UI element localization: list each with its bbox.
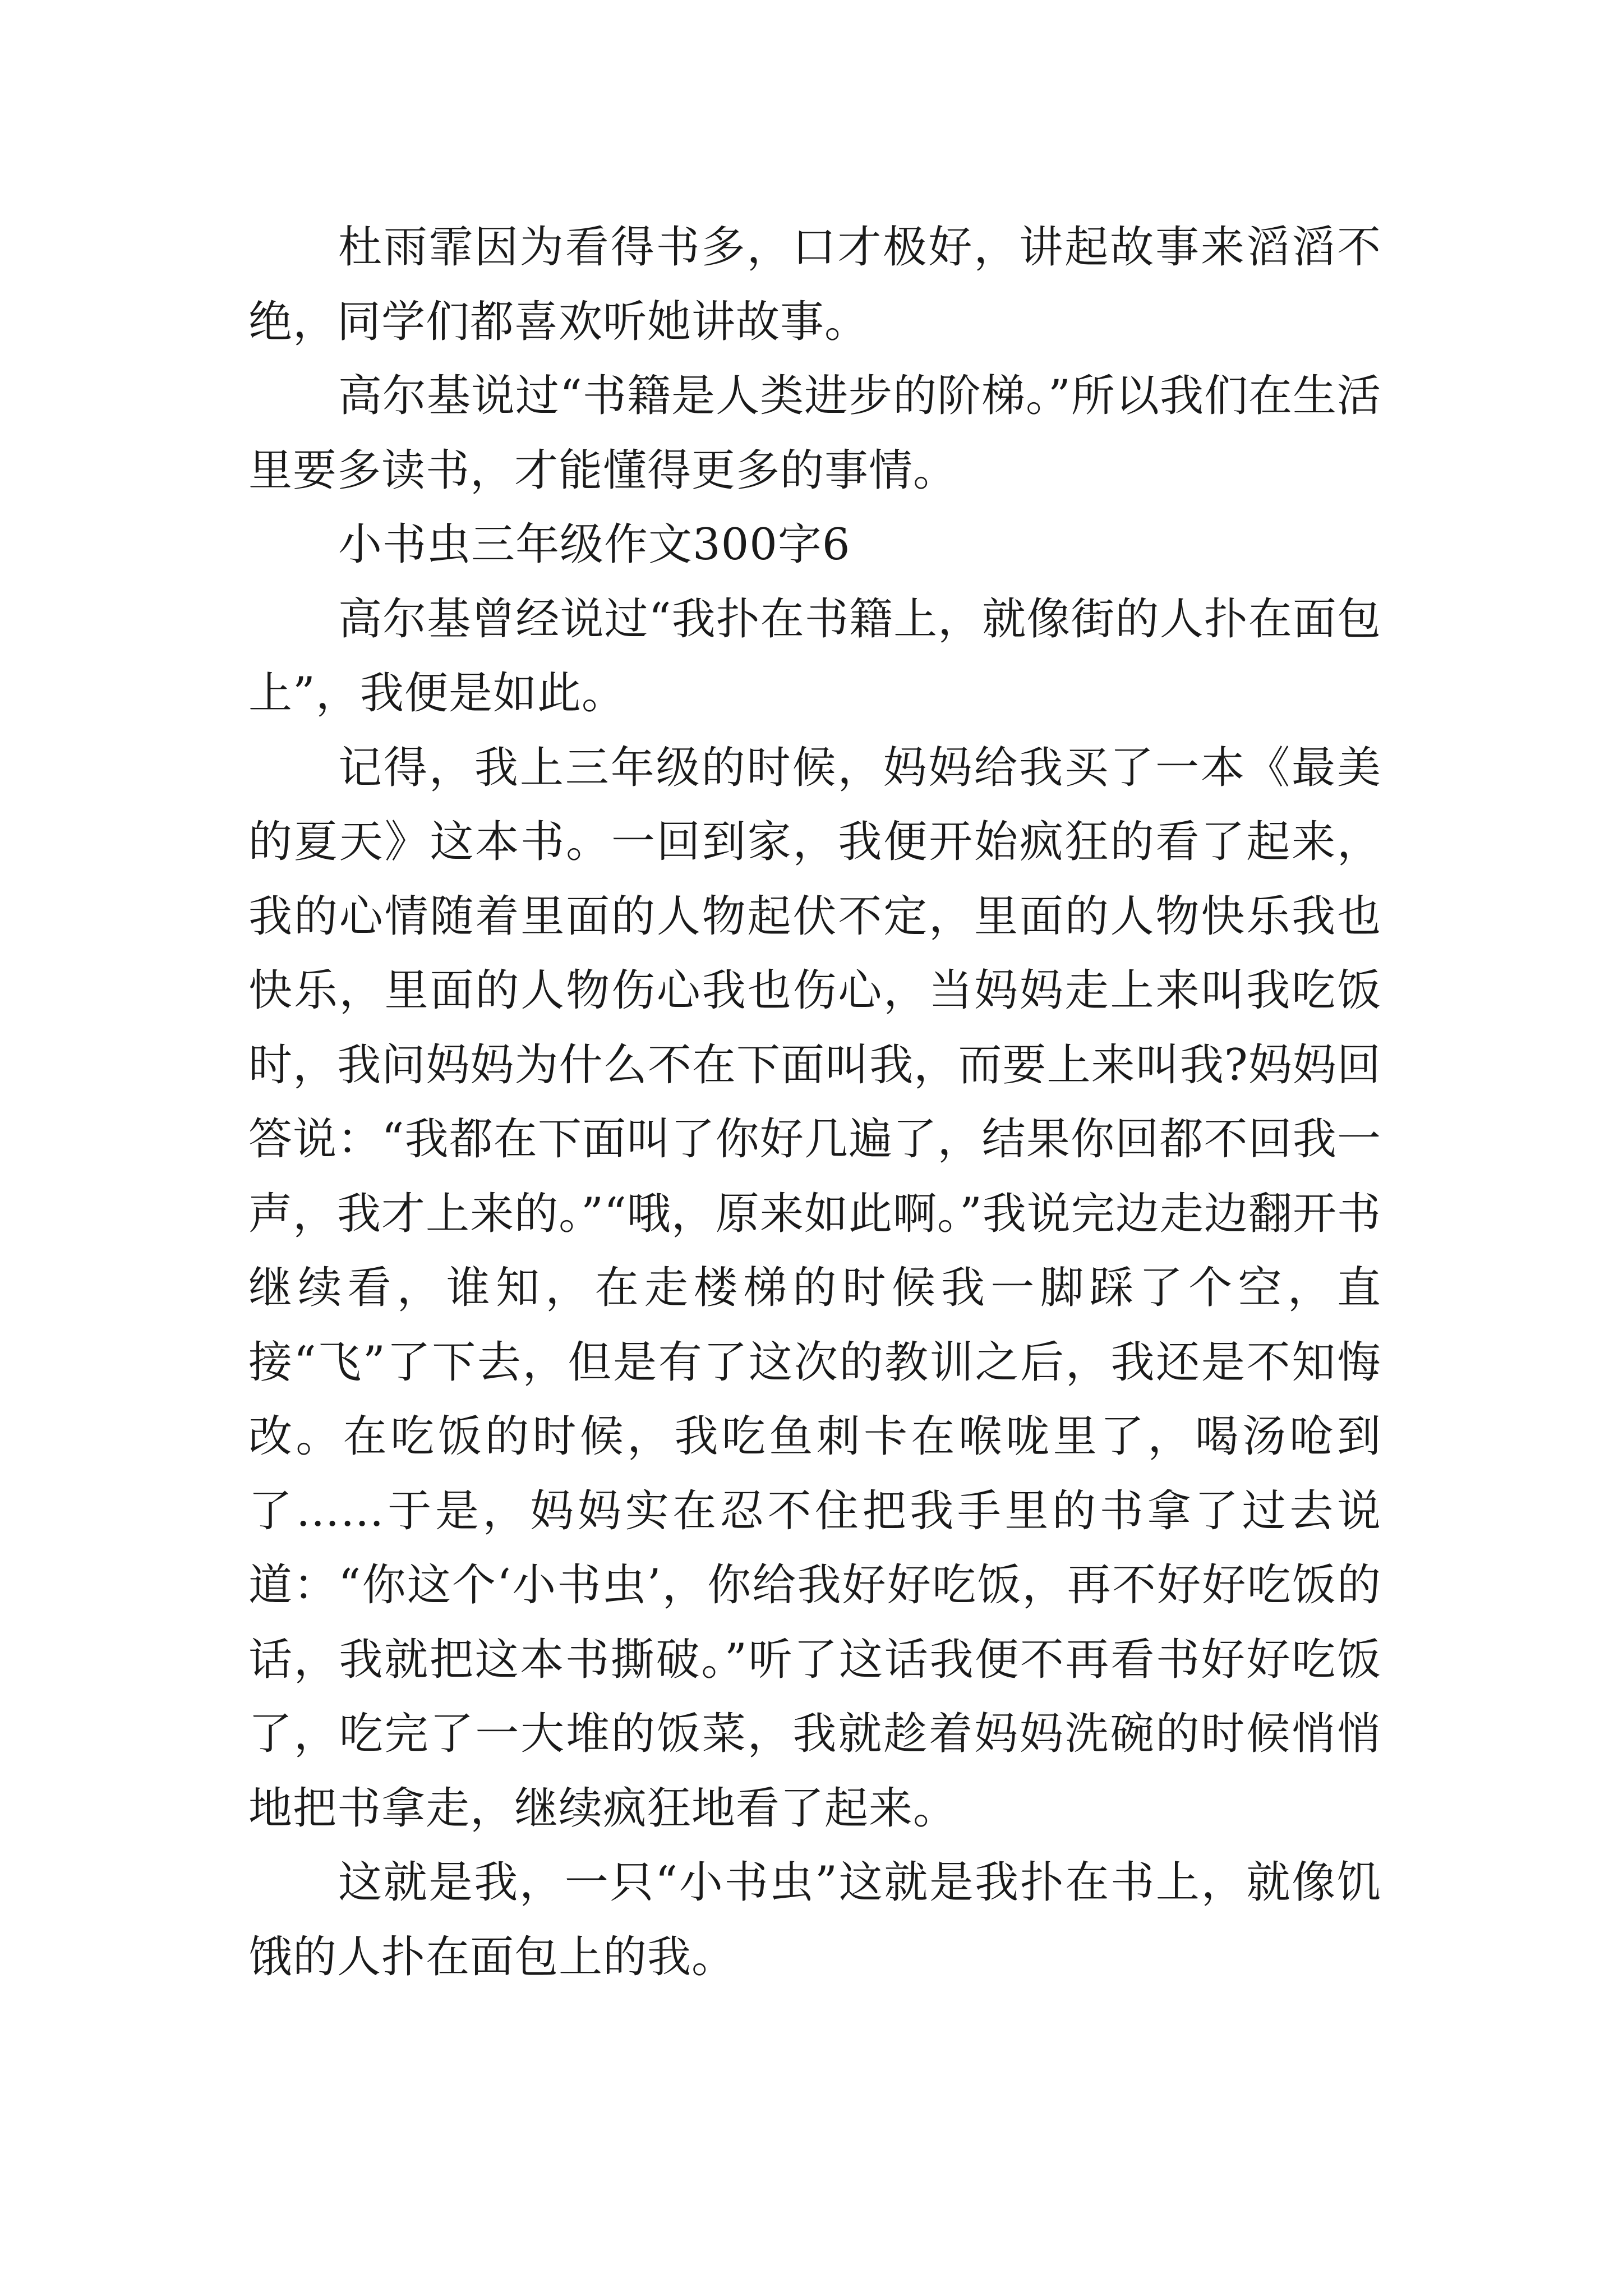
paragraph-4: 记得，我上三年级的时候，妈妈给我买了一本《最美的夏天》这本书。一回到家，我便开始疯狂的看了起来，我的心情随着里面的人物起伏不定，里面的人物快乐我也快乐，里面的人物伤心我也伤心，当妈妈走上来叫我吃饭时，我问妈妈为什么不在下面叫我，而要上来叫我?妈妈回答说：“我都在下面叫了你好几遍了，结果你回都不回我一声，我才上来的。”“哦，原来如此啊。”我说完边走边翻开书继续看，谁知，在走楼梯的时候我一脚踩了个空，直接“飞”了下去，但是有了这次的教训之后，我还是不知悔改。在吃饭的时候，我吃鱼刺卡在喉咙里了，喝汤呛到了……于是，妈妈实在忍不住把我手里的书拿了过去说道：“你这个‘小书虫’，你给我好好吃饭，再不好好吃饭的话，我就把这本书撕破。”听了这话我便不再看书好好吃饭了，吃完了一大堆的饭菜，我就趁着妈妈洗碗的时候悄悄地把书拿走，继续疯狂地看了起来。 — [248, 742, 1381, 1834]
paragraph-2: 高尔基说过“书籍是人类进步的阶梯。”所以我们在生活里要多读书，才能懂得更多的事情。 — [248, 371, 1381, 496]
document-body — [248, 210, 1381, 1994]
paragraph-1: 杜雨霏因为看得书多，口才极好，讲起故事来滔滔不绝，同学们都喜欢听她讲故事。 — [248, 222, 1381, 347]
section-heading: 小书虫三年级作文300字6 — [338, 519, 851, 570]
paragraph-3: 高尔基曾经说过“我扑在书籍上，就像街的人扑在面包上”，我便是如此。 — [248, 593, 1381, 719]
paragraph-5: 这就是我，一只“小书虫”这就是我扑在书上，就像饥饿的人扑在面包上的我。 — [248, 1857, 1381, 1982]
